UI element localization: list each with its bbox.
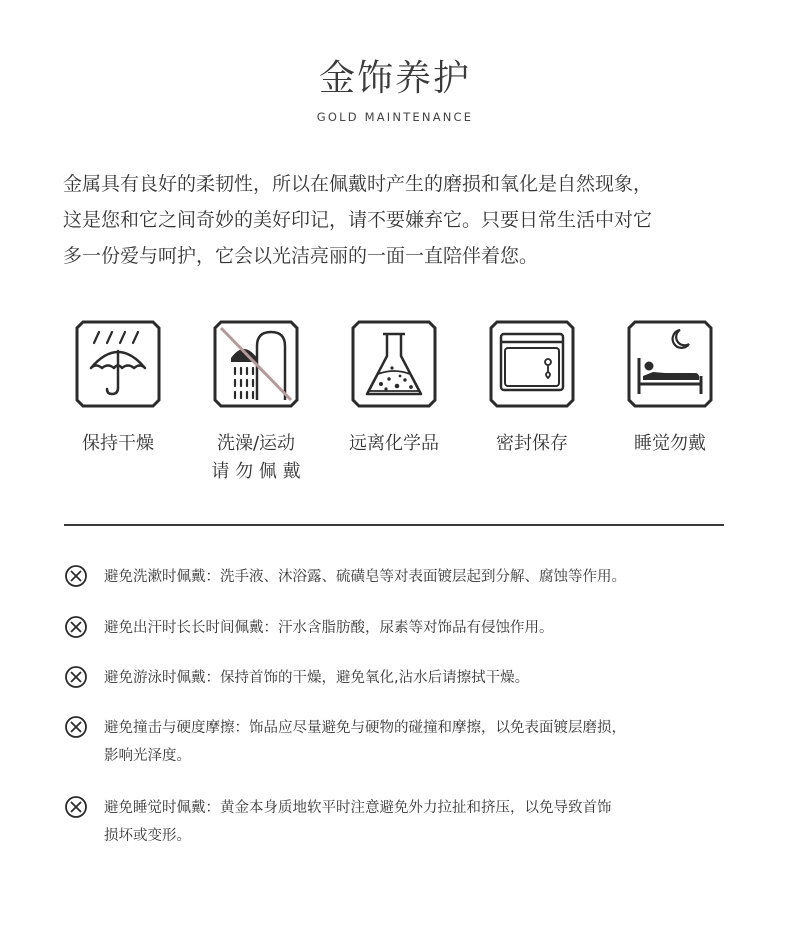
caution-text: 避免出汗时长长时间佩戴：汗水含脂肪酸，尿素等对饰品有侵蚀作用。 <box>104 620 554 636</box>
intro-line: 这是您和它之间奇妙的美好印记，请不要嫌弃它。只要日常生活中对它 <box>63 209 653 231</box>
no-circle-x-icon <box>64 615 88 639</box>
intro-line: 金属具有良好的柔韧性，所以在佩戴时产生的磨损和氧化是自然现象， <box>63 173 653 195</box>
icon-label-no-chemicals: 远离化学品 <box>349 433 439 454</box>
chemistry-flask-icon <box>349 318 439 410</box>
caution-text: 避免洗漱时佩戴：洗手液、沐浴露、硫磺皂等对表面镀层起到分解、腐蚀等作用。 <box>104 569 626 585</box>
no-circle-x-icon <box>64 564 88 588</box>
umbrella-rain-icon <box>73 318 163 410</box>
no-circle-x-icon <box>64 795 88 819</box>
icon-label-sealed-storage: 密封保存 <box>496 433 568 454</box>
icon-keep-dry <box>73 318 163 410</box>
caution-text: 避免睡觉时佩戴：黄金本身质地软平时注意避免外力拉扯和挤压，以免导致首饰 损坏或变形。 <box>104 800 612 844</box>
icon-no-shower <box>211 318 301 410</box>
sleeping-bed-icon <box>625 318 715 410</box>
no-shower-icon <box>211 318 301 410</box>
caution-text: 避免游泳时佩戴：保持首饰的干燥，避免氧化,沾水后请擦拭干燥。 <box>104 670 530 686</box>
icon-label-no-shower: 洗澡/运动 请 勿 佩 戴 <box>211 433 301 482</box>
intro-paragraph <box>63 166 743 274</box>
sealed-bag-icon <box>487 318 577 410</box>
page-subtitle: GOLD MAINTENANCE <box>316 110 474 124</box>
no-circle-x-icon <box>64 665 88 689</box>
page-title: 金饰养护 <box>318 58 471 99</box>
section-divider <box>64 524 724 526</box>
no-circle-x-icon <box>64 715 88 739</box>
intro-line: 多一份爱与呵护，它会以光洁亮丽的一面一直陪伴着您。 <box>63 245 539 267</box>
caution-text: 避免撞击与硬度摩擦：饰品应尽量避免与硬物的碰撞和摩擦，以免表面镀层磨损， 影响光泽度。 <box>104 720 626 764</box>
icon-label-no-sleeping: 睡觉勿戴 <box>634 433 706 454</box>
icon-sealed-storage <box>487 318 577 410</box>
icon-no-chemicals <box>349 318 439 410</box>
icon-label-keep-dry: 保持干燥 <box>82 433 154 454</box>
icon-no-sleeping <box>625 318 715 410</box>
